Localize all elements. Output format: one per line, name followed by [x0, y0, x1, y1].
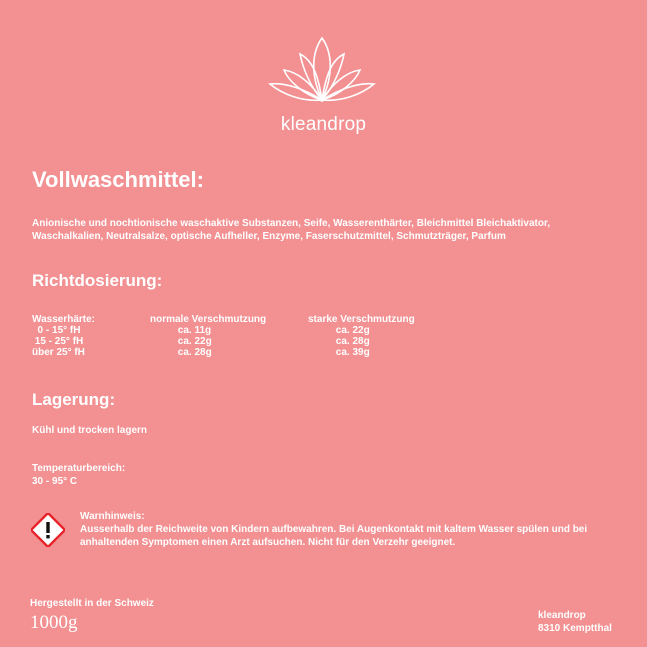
exclamation-hazard-icon: [31, 513, 65, 547]
row-normal: ca. 22g: [150, 336, 212, 347]
storage-text: Kühl und trocken lagern: [32, 425, 148, 436]
header-strong: starke Verschmutzung: [308, 314, 415, 325]
row-hardness: über 25° fH: [32, 347, 85, 358]
row-strong: ca. 22g: [308, 325, 370, 336]
brand-name: kleandrop: [280, 114, 367, 135]
temperature-value: 30 - 95° C: [32, 476, 78, 487]
row-normal: ca. 11g: [150, 325, 212, 336]
warning-block: [80, 510, 620, 549]
lotus-icon: [262, 34, 382, 104]
made-in-label: Hergestellt in der Schweiz: [30, 598, 154, 609]
product-title: Vollwaschmittel:: [32, 167, 204, 192]
dosage-heading: Richtdosierung:: [32, 271, 163, 290]
ingredients-text: Anionische und nochtionische waschaktive Substanzen, Seife, Wasserenthärter, Bleichmittel Bleichaktivator, Waschalkalien, Neutralsalze, optische Aufheller, Enzyme, Faserschutzmittel, Schmutzträger, Parfum: [32, 218, 551, 242]
row-strong: ca. 39g: [308, 347, 370, 358]
row-strong: ca. 28g: [308, 336, 370, 347]
company-name: kleandrop: [538, 610, 586, 621]
warning-title: Warnhinweis:: [80, 511, 145, 522]
row-hardness: 0 - 15° fH: [32, 325, 81, 336]
company-location: 8310 Kemptthal: [538, 623, 612, 634]
temperature-label: Temperaturbereich:: [32, 463, 126, 474]
row-hardness: 15 - 25° fH: [32, 336, 84, 347]
net-weight: 1000g: [30, 612, 78, 633]
storage-heading: Lagerung:: [32, 390, 116, 409]
header-normal: normale Verschmutzung: [150, 314, 267, 325]
header-water-hardness: Wasserhärte:: [32, 314, 95, 325]
manufacturer-address: [538, 609, 612, 635]
warning-text: Ausserhalb der Reichweite von Kindern aufbewahren. Bei Augenkontakt mit kaltem Wasser spülen und bei anhaltenden Symptomen einen Arzt aufsuchen. Nicht für den Verzehr geeignet.: [80, 524, 588, 548]
row-normal: ca. 28g: [150, 347, 212, 358]
